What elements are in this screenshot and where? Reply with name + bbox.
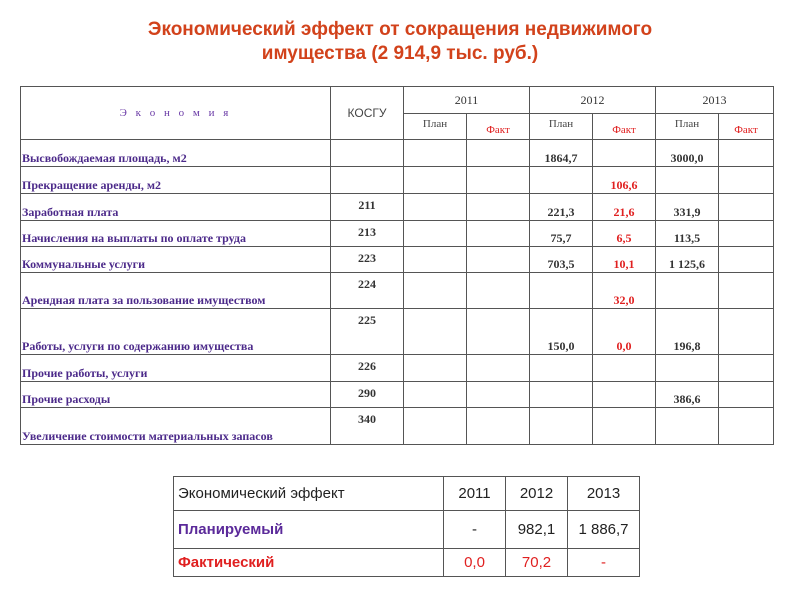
cell-fact-2012: 106,6	[593, 167, 656, 194]
cell-fact-2013	[719, 247, 774, 273]
cell-plan-2011	[404, 247, 467, 273]
table-row	[21, 355, 774, 382]
cell-plan-2011	[404, 355, 467, 382]
header-year-2013: 2013	[656, 87, 774, 114]
cell-fact-2012: 21,6	[593, 194, 656, 221]
cell-plan-2012	[530, 355, 593, 382]
row-kosgu: 340	[331, 408, 404, 445]
header-row-years	[21, 87, 774, 114]
cell-plan-2013	[656, 355, 719, 382]
cell-fact-2011	[467, 221, 530, 247]
summary-actual-2012: 70,2	[506, 549, 568, 577]
cell-plan-2013: 331,9	[656, 194, 719, 221]
header-fact-2011: Факт	[467, 114, 530, 140]
cell-fact-2012	[593, 408, 656, 445]
summary-planned-2013: 1 886,7	[568, 511, 640, 549]
cell-plan-2013: 1 125,6	[656, 247, 719, 273]
cell-plan-2013: 3000,0	[656, 140, 719, 167]
cell-fact-2011	[467, 247, 530, 273]
cell-fact-2013	[719, 167, 774, 194]
cell-plan-2012: 75,7	[530, 221, 593, 247]
row-label: Прекращение аренды, м2	[21, 167, 331, 194]
cell-fact-2012	[593, 355, 656, 382]
summary-header-row	[174, 477, 640, 511]
cell-plan-2011	[404, 221, 467, 247]
cell-plan-2012: 221,3	[530, 194, 593, 221]
row-label: Увеличение стоимости материальных запасов	[21, 408, 331, 445]
cell-plan-2011	[404, 309, 467, 355]
row-kosgu: 211	[331, 194, 404, 221]
economy-table	[20, 86, 774, 445]
row-kosgu: 213	[331, 221, 404, 247]
cell-fact-2013	[719, 221, 774, 247]
cell-plan-2012: 150,0	[530, 309, 593, 355]
cell-plan-2011	[404, 273, 467, 309]
table-row	[21, 273, 774, 309]
cell-plan-2011	[404, 382, 467, 408]
cell-fact-2011	[467, 355, 530, 382]
header-fact-2013: Факт	[719, 114, 774, 140]
row-label: Прочие расходы	[21, 382, 331, 408]
summary-header-2012: 2012	[506, 477, 568, 511]
cell-fact-2013	[719, 309, 774, 355]
summary-header-label: Экономический эффект	[174, 477, 444, 511]
summary-planned-2011: -	[444, 511, 506, 549]
cell-plan-2012	[530, 408, 593, 445]
summary-header-2013: 2013	[568, 477, 640, 511]
cell-plan-2012	[530, 273, 593, 309]
header-economy: Э к о н о м и я	[21, 87, 331, 140]
title-line-2: имущества (2 914,9 тыс. руб.)	[261, 43, 539, 64]
row-kosgu: 223	[331, 247, 404, 273]
cell-fact-2011	[467, 382, 530, 408]
cell-fact-2013	[719, 273, 774, 309]
table-row	[21, 408, 774, 445]
cell-plan-2012	[530, 382, 593, 408]
cell-plan-2011	[404, 167, 467, 194]
table-row	[21, 221, 774, 247]
summary-planned-label: Планируемый	[174, 511, 444, 549]
cell-fact-2012: 0,0	[593, 309, 656, 355]
row-label: Прочие работы, услуги	[21, 355, 331, 382]
row-kosgu: 290	[331, 382, 404, 408]
summary-header-2011: 2011	[444, 477, 506, 511]
cell-plan-2011	[404, 408, 467, 445]
cell-plan-2012	[530, 167, 593, 194]
summary-planned-row	[174, 511, 640, 549]
cell-fact-2011	[467, 309, 530, 355]
row-kosgu	[331, 140, 404, 167]
row-kosgu: 225	[331, 309, 404, 355]
cell-plan-2013	[656, 167, 719, 194]
row-label: Высвобождаемая площадь, м2	[21, 140, 331, 167]
cell-fact-2012: 10,1	[593, 247, 656, 273]
row-kosgu: 226	[331, 355, 404, 382]
cell-fact-2012	[593, 382, 656, 408]
cell-fact-2013	[719, 382, 774, 408]
summary-actual-label: Фактический	[174, 549, 444, 577]
cell-fact-2013	[719, 194, 774, 221]
row-kosgu: 224	[331, 273, 404, 309]
cell-fact-2011	[467, 408, 530, 445]
summary-table	[173, 476, 640, 577]
row-label: Работы, услуги по содержанию имущества	[21, 309, 331, 355]
cell-fact-2011	[467, 140, 530, 167]
cell-plan-2011	[404, 194, 467, 221]
row-label: Заработная плата	[21, 194, 331, 221]
title-line-1: Экономический эффект от сокращения недвижимого	[147, 19, 653, 40]
cell-plan-2013	[656, 273, 719, 309]
summary-actual-2013: -	[568, 549, 640, 577]
cell-fact-2013	[719, 408, 774, 445]
cell-plan-2013: 386,6	[656, 382, 719, 408]
cell-plan-2013: 196,8	[656, 309, 719, 355]
row-kosgu	[331, 167, 404, 194]
table-row	[21, 194, 774, 221]
header-year-2011: 2011	[404, 87, 530, 114]
row-label: Арендная плата за пользование имуществом	[21, 273, 331, 309]
cell-fact-2011	[467, 194, 530, 221]
cell-fact-2013	[719, 140, 774, 167]
cell-fact-2012	[593, 140, 656, 167]
header-plan-2012: План	[530, 114, 593, 140]
table-row	[21, 382, 774, 408]
header-fact-2012: Факт	[593, 114, 656, 140]
header-plan-2013: План	[656, 114, 719, 140]
header-year-2012: 2012	[530, 87, 656, 114]
cell-fact-2012: 6,5	[593, 221, 656, 247]
cell-fact-2013	[719, 355, 774, 382]
summary-actual-2011: 0,0	[444, 549, 506, 577]
table-row	[21, 140, 774, 167]
cell-plan-2012: 1864,7	[530, 140, 593, 167]
page-title	[0, 18, 800, 66]
cell-plan-2011	[404, 140, 467, 167]
cell-fact-2012: 32,0	[593, 273, 656, 309]
cell-plan-2013: 113,5	[656, 221, 719, 247]
cell-fact-2011	[467, 167, 530, 194]
cell-plan-2013	[656, 408, 719, 445]
cell-fact-2011	[467, 273, 530, 309]
row-label: Начисления на выплаты по оплате труда	[21, 221, 331, 247]
summary-planned-2012: 982,1	[506, 511, 568, 549]
table-row	[21, 247, 774, 273]
header-kosgu: КОСГУ	[331, 87, 404, 140]
cell-plan-2012: 703,5	[530, 247, 593, 273]
table-row	[21, 167, 774, 194]
table-row	[21, 309, 774, 355]
row-label: Коммунальные услуги	[21, 247, 331, 273]
header-plan-2011: План	[404, 114, 467, 140]
summary-actual-row	[174, 549, 640, 577]
